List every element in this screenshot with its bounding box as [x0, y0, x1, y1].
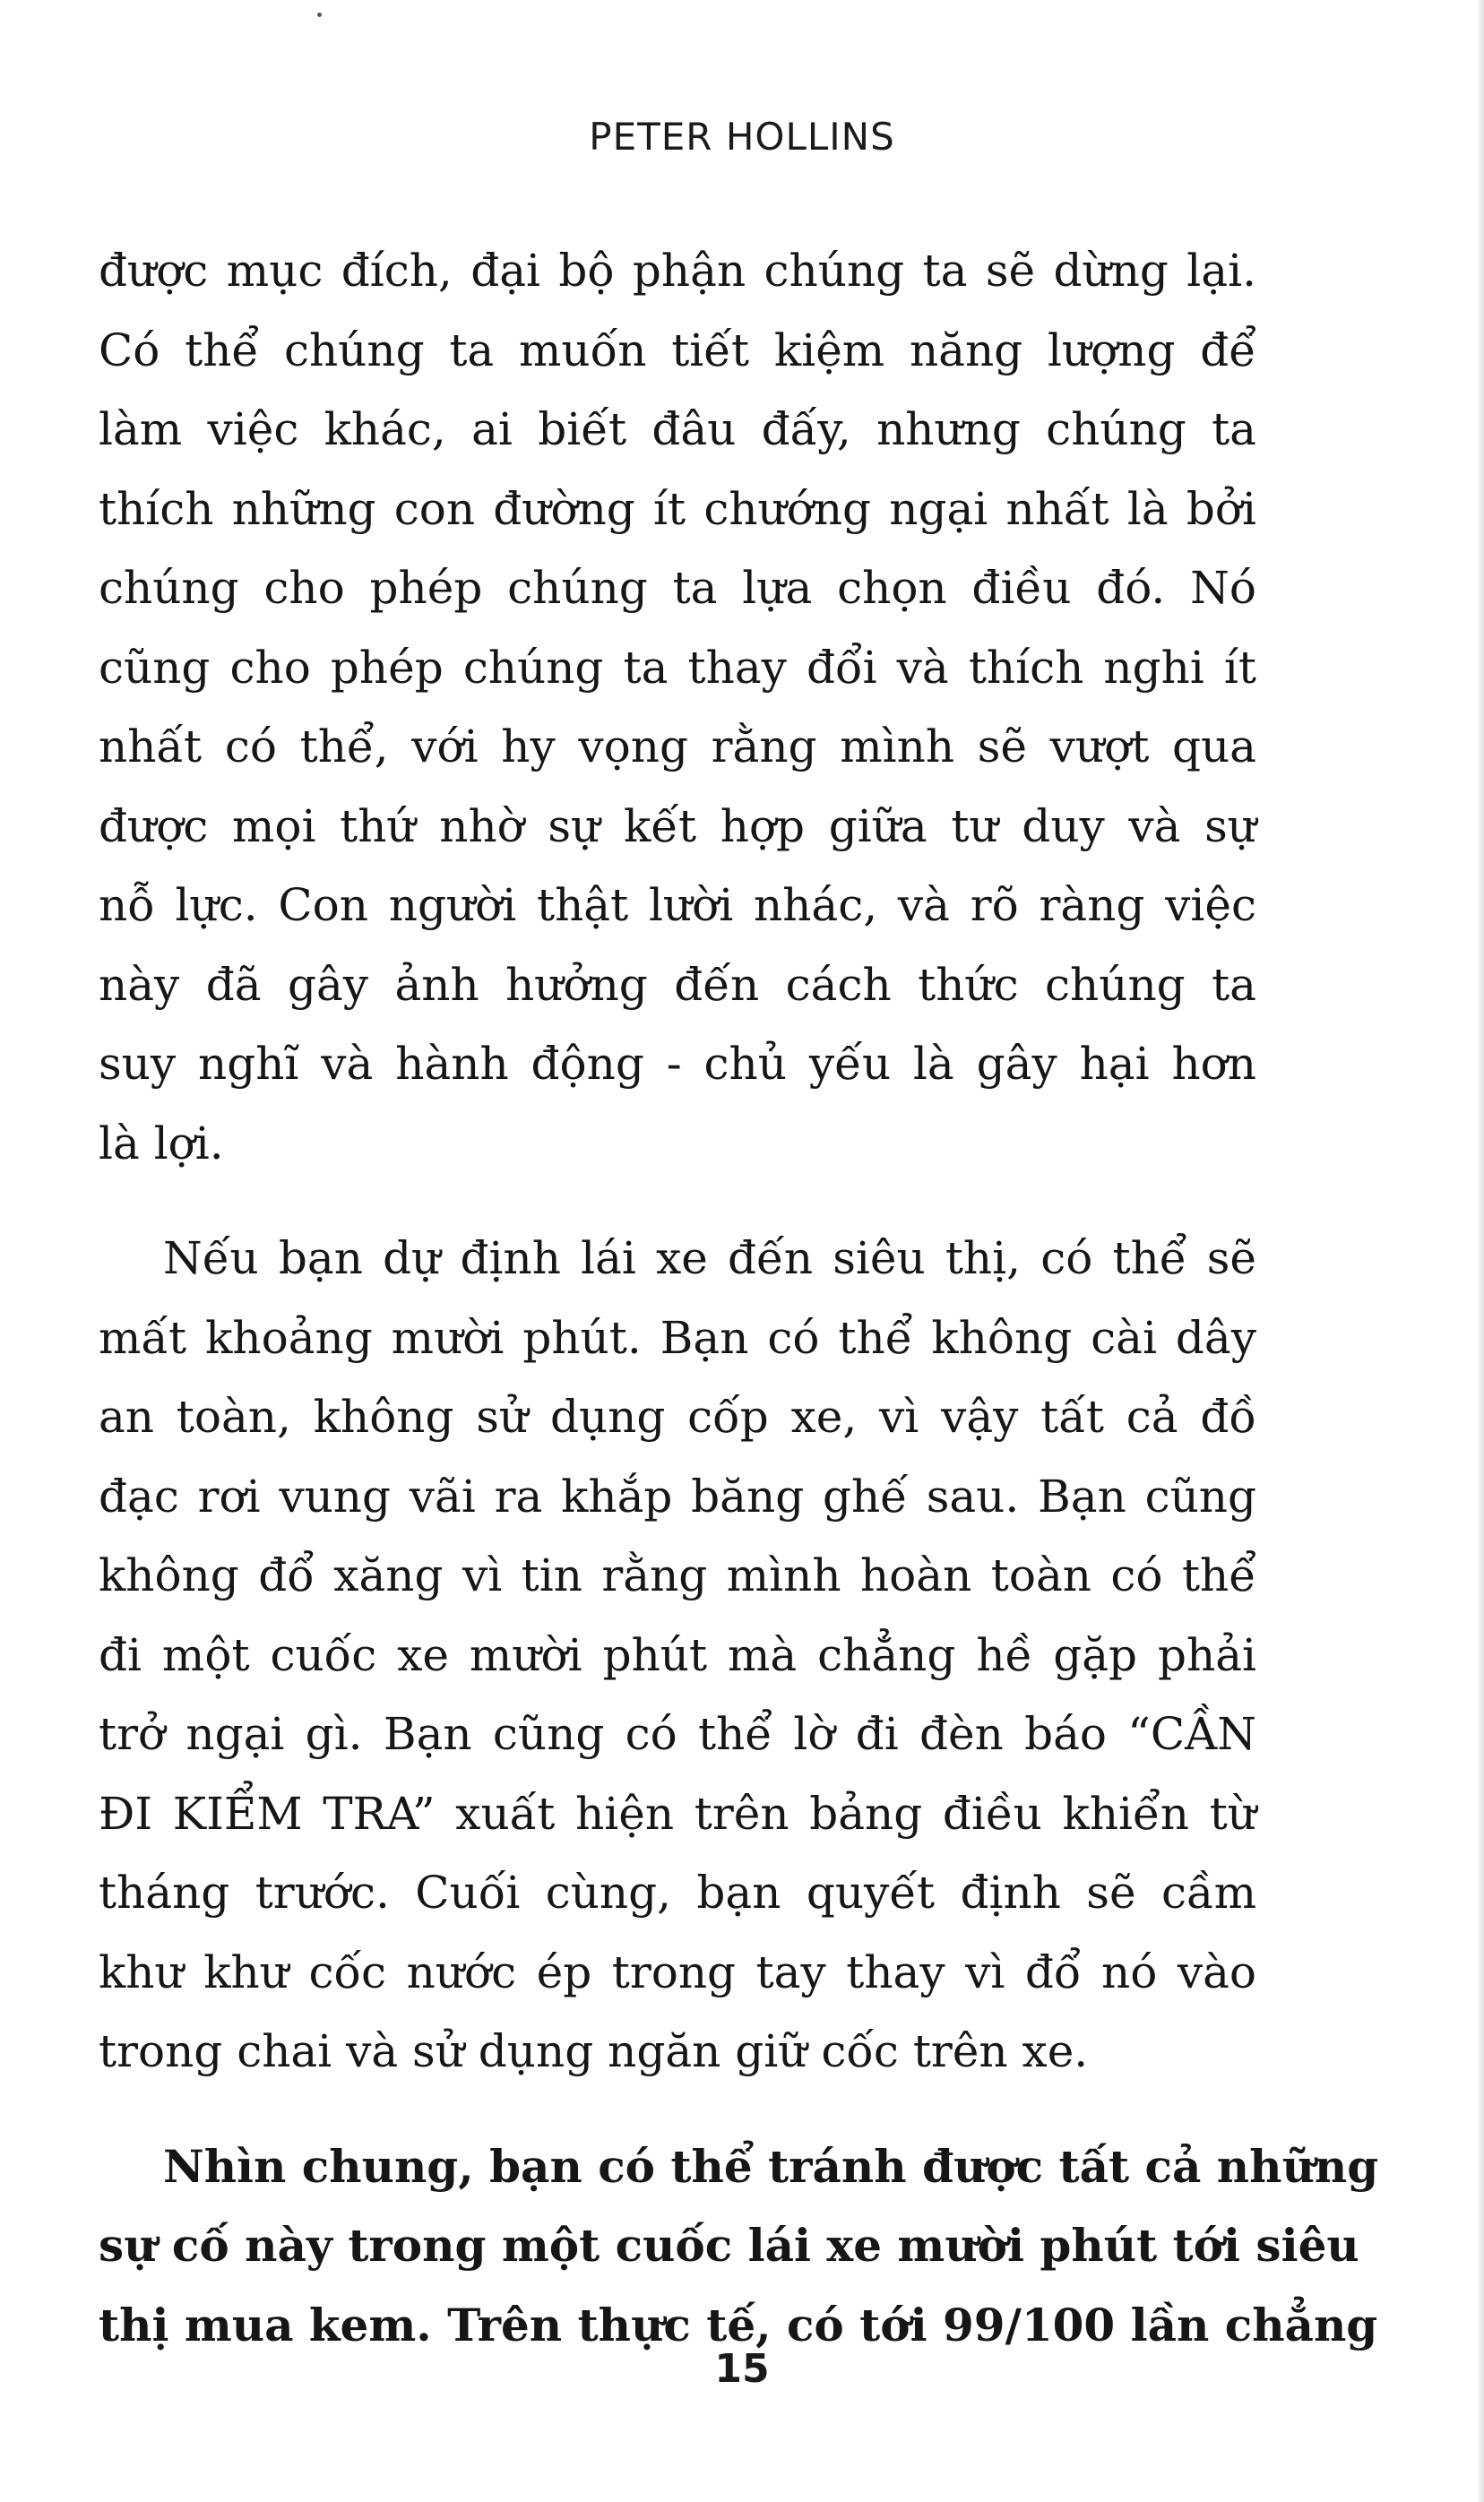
running-head: PETER HOLLINS	[589, 115, 895, 159]
text-line: này đã gây ảnh hưởng đến cách thức chúng ta	[99, 958, 1256, 1011]
paragraph-3	[99, 2127, 1379, 2366]
text-line: không đổ xăng vì tin rằng mình hoàn toàn có thể	[99, 1549, 1256, 1601]
text-line: trong chai và sử dụng ngăn giữ cốc trên xe.	[99, 2025, 1089, 2077]
paragraph-1	[99, 231, 1256, 1183]
text-line: là lợi.	[99, 1117, 224, 1169]
text-line: thích những con đường ít chướng ngại nhất là bởi	[99, 482, 1256, 535]
text-line: làm việc khác, ai biết đâu đấy, nhưng chúng ta	[99, 403, 1256, 455]
text-line: được mọi thứ nhờ sự kết hợp giữa tư duy và sự	[99, 799, 1256, 852]
text-line: thị mua kem. Trên thực tế, có tới 99/100 lần chẳng	[99, 2298, 1378, 2351]
text-line: được mục đích, đại bộ phận chúng ta sẽ dừng lại.	[99, 245, 1256, 297]
text-line: đạc rơi vung vãi ra khắp băng ghế sau. Bạn cũng	[99, 1470, 1256, 1523]
text-line: ĐI KIỂM TRA” xuất hiện trên bảng điều khiển từ	[99, 1787, 1256, 1840]
text-line: nhất có thể, với hy vọng rằng mình sẽ vượt qua	[99, 720, 1256, 772]
text-line: chúng cho phép chúng ta lựa chọn điều đó. Nó	[99, 562, 1256, 614]
page-edge-shadow	[1479, 0, 1484, 2502]
text-line: trở ngại gì. Bạn cũng có thể lờ đi đèn báo “CẦN	[99, 1708, 1256, 1760]
text-line: tháng trước. Cuối cùng, bạn quyết định sẽ cầm	[99, 1867, 1256, 1919]
text-line: suy nghĩ và hành động - chủ yếu là gây hại hơn	[99, 1038, 1256, 1090]
print-speck	[317, 13, 322, 17]
text-line: nỗ lực. Con người thật lười nhác, và rõ ràng việc	[99, 879, 1256, 931]
text-line: Có thể chúng ta muốn tiết kiệm năng lượng để	[99, 324, 1256, 376]
text-line: an toàn, không sử dụng cốp xe, vì vậy tất cả đồ	[99, 1391, 1256, 1443]
body-text	[99, 231, 1379, 2365]
text-line: khư khư cốc nước ép trong tay thay vì đổ nó vào	[99, 1946, 1256, 1998]
page-number: 15	[714, 2346, 770, 2392]
text-line: sự cố này trong một cuốc lái xe mười phút tới siêu	[99, 2219, 1359, 2272]
paragraph-2	[99, 1219, 1256, 2092]
text-line: đi một cuốc xe mười phút mà chẳng hề gặp phải	[99, 1628, 1256, 1681]
text-line: Nhìn chung, bạn có thể tránh được tất cả những	[163, 2139, 1379, 2193]
text-line: cũng cho phép chúng ta thay đổi và thích nghi ít	[99, 641, 1256, 694]
text-line: Nếu bạn dự định lái xe đến siêu thị, có thể sẽ	[163, 1232, 1256, 1284]
text-line: mất khoảng mười phút. Bạn có thể không cài dây	[99, 1311, 1256, 1364]
